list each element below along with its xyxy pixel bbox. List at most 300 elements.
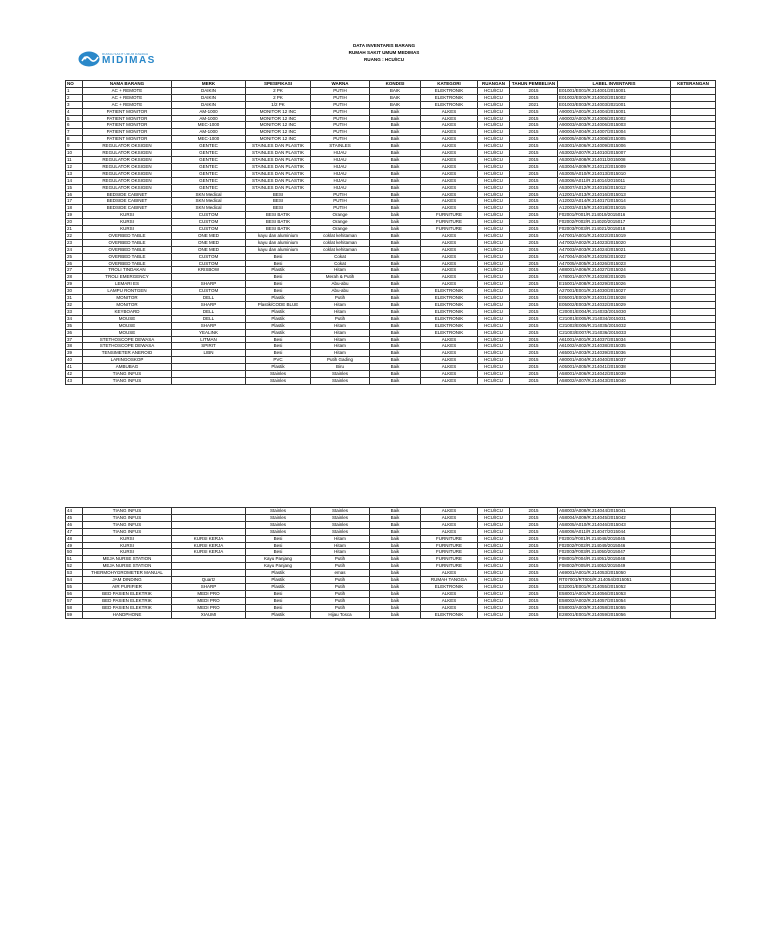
cell-spesifikasi: MONITOR 12 INC bbox=[246, 122, 311, 129]
cell-tahun: 2015 bbox=[510, 364, 558, 371]
cell-kategori: FURNITURE bbox=[421, 556, 478, 563]
table-row bbox=[66, 226, 716, 233]
cell-merk bbox=[172, 364, 246, 371]
cell-label: F02002/F002/R.214020/2015017 bbox=[558, 219, 671, 226]
cell-no: 57 bbox=[66, 597, 83, 604]
cell-merk: SHARP bbox=[172, 583, 246, 590]
cell-merk: GENTEC bbox=[172, 150, 246, 157]
cell-ruangan: HCU/ICU bbox=[478, 535, 510, 542]
cell-label: E28001/E001/R.214059/2015056 bbox=[558, 611, 671, 618]
cell-ruangan: HCU/ICU bbox=[478, 329, 510, 336]
cell-nama-barang: PATIENT MONITOR bbox=[83, 136, 172, 143]
table-row bbox=[66, 191, 716, 198]
cell-no: 49 bbox=[66, 542, 83, 549]
cell-warna: HIJAU bbox=[311, 184, 370, 191]
cell-label: F08002/F005/R.214052/2015049 bbox=[558, 563, 671, 570]
cell-kategori: FURNITURE bbox=[421, 226, 478, 233]
cell-tahun: 2015 bbox=[510, 577, 558, 584]
cell-ruangan: HCU/ICU bbox=[478, 371, 510, 378]
cell-kategori: ELEKTRONIK bbox=[421, 315, 478, 322]
column-header-keterangan: KETERANGAN bbox=[671, 81, 716, 88]
cell-warna: Hitam bbox=[311, 343, 370, 350]
cell-ruangan: HCU/ICU bbox=[478, 87, 510, 94]
cell-warna: Hitam bbox=[311, 329, 370, 336]
cell-spesifikasi: Besi bbox=[246, 535, 311, 542]
cell-keterangan bbox=[671, 371, 716, 378]
cell-kondisi: baik bbox=[370, 549, 421, 556]
table-row bbox=[66, 542, 716, 549]
cell-nama-barang: AC + REMOTE bbox=[83, 101, 172, 108]
cell-warna: STAINLES bbox=[311, 143, 370, 150]
cell-nama-barang: OVERBED TABLE bbox=[83, 239, 172, 246]
table-row bbox=[66, 508, 716, 515]
cell-merk: CUSTOM bbox=[172, 219, 246, 226]
cell-label: F02003/F003/R.214021/2015018 bbox=[558, 226, 671, 233]
cell-warna: Putih bbox=[311, 577, 370, 584]
table-row bbox=[66, 108, 716, 115]
cell-keterangan bbox=[671, 377, 716, 384]
cell-keterangan bbox=[671, 108, 716, 115]
cell-merk: CUSTOM bbox=[172, 260, 246, 267]
cell-ruangan: HCU/ICU bbox=[478, 212, 510, 219]
cell-warna: Hitam bbox=[311, 336, 370, 343]
cell-merk: SHARP bbox=[172, 302, 246, 309]
cell-warna: Putih bbox=[311, 556, 370, 563]
cell-spesifikasi: PVC bbox=[246, 357, 311, 364]
cell-no: 23 bbox=[66, 239, 83, 246]
cell-tahun: 2015 bbox=[510, 521, 558, 528]
cell-kategori: ALKES bbox=[421, 184, 478, 191]
cell-spesifikasi: Besi bbox=[246, 343, 311, 350]
cell-nama-barang: TIANG INFUS bbox=[83, 514, 172, 521]
cell-kondisi: Baik bbox=[370, 150, 421, 157]
table-row bbox=[66, 535, 716, 542]
cell-label: C20001/E004/R.214033/2015030 bbox=[558, 308, 671, 315]
cell-tahun: 2015 bbox=[510, 281, 558, 288]
cell-no: 45 bbox=[66, 514, 83, 521]
cell-tahun: 2015 bbox=[510, 150, 558, 157]
column-header-ruangan: RUANGAN bbox=[478, 81, 510, 88]
cell-merk: KURSI KERJA bbox=[172, 535, 246, 542]
cell-tahun: 2015 bbox=[510, 556, 558, 563]
cell-merk bbox=[172, 521, 246, 528]
cell-kategori: ELEKTRONIK bbox=[421, 94, 478, 101]
cell-tahun: 2015 bbox=[510, 143, 558, 150]
cell-spesifikasi: MONITOR 12 INC bbox=[246, 129, 311, 136]
cell-spesifikasi: Kayu Panjang bbox=[246, 563, 311, 570]
cell-kategori: ALKES bbox=[421, 136, 478, 143]
cell-label: A47005/A005/R.214026/2015023 bbox=[558, 260, 671, 267]
inventory-table-page-1 bbox=[65, 80, 716, 385]
title-line-1: DATA INVENTARIS BARANG bbox=[352, 43, 416, 48]
cell-no: 8 bbox=[66, 136, 83, 143]
cell-kategori: ALKES bbox=[421, 129, 478, 136]
cell-spesifikasi: STAINLES DAN PLASTIK bbox=[246, 163, 311, 170]
cell-merk: SKN Medical bbox=[172, 198, 246, 205]
cell-spesifikasi: Besi bbox=[246, 542, 311, 549]
cell-tahun: 2015 bbox=[510, 315, 558, 322]
cell-ruangan: HCU/ICU bbox=[478, 590, 510, 597]
cell-kategori: ALKES bbox=[421, 590, 478, 597]
cell-label: A58003/A008/R.214044/2015041 bbox=[558, 508, 671, 515]
cell-no: 56 bbox=[66, 590, 83, 597]
cell-merk: Quartz bbox=[172, 577, 246, 584]
cell-label: F02002/F002/R.214049/2015046 bbox=[558, 542, 671, 549]
cell-ruangan: HCU/ICU bbox=[478, 308, 510, 315]
table-row bbox=[66, 336, 716, 343]
column-header-label: LABEL INVENTARIS bbox=[558, 81, 671, 88]
cell-tahun: 2015 bbox=[510, 87, 558, 94]
cell-no: 48 bbox=[66, 535, 83, 542]
cell-kategori: ELEKTRONIK bbox=[421, 308, 478, 315]
cell-tahun: 2015 bbox=[510, 350, 558, 357]
cell-nama-barang: BEDSIDE CABINET bbox=[83, 191, 172, 198]
cell-ruangan: HCU/ICU bbox=[478, 108, 510, 115]
table-row bbox=[66, 302, 716, 309]
cell-nama-barang: HANDPHONE bbox=[83, 611, 172, 618]
cell-no: 51 bbox=[66, 556, 83, 563]
cell-kondisi: Baik bbox=[370, 260, 421, 267]
cell-spesifikasi: Kayu Panjang bbox=[246, 556, 311, 563]
cell-spesifikasi: Plastik bbox=[246, 267, 311, 274]
cell-merk: KURSI KERJA bbox=[172, 549, 246, 556]
cell-spesifikasi: Stainles bbox=[246, 371, 311, 378]
cell-spesifikasi: Besi bbox=[246, 274, 311, 281]
cell-ruangan: HCU/ICU bbox=[478, 281, 510, 288]
cell-nama-barang: TENSIMETER ANEROID bbox=[83, 350, 172, 357]
cell-keterangan bbox=[671, 226, 716, 233]
cell-tahun: 2015 bbox=[510, 108, 558, 115]
cell-no: 54 bbox=[66, 577, 83, 584]
cell-tahun: 2015 bbox=[510, 122, 558, 129]
cell-nama-barang: MOUSE bbox=[83, 329, 172, 336]
cell-spesifikasi: MONITOR 12 INC bbox=[246, 108, 311, 115]
cell-tahun: 2015 bbox=[510, 205, 558, 212]
cell-warna: HIJAU bbox=[311, 156, 370, 163]
cell-merk: MEC-1000 bbox=[172, 122, 246, 129]
cell-spesifikasi: 2 PK bbox=[246, 94, 311, 101]
cell-warna: PUTIH bbox=[311, 101, 370, 108]
cell-spesifikasi: Plastik bbox=[246, 611, 311, 618]
cell-no: 39 bbox=[66, 350, 83, 357]
cell-label: A47003/A003/R.214024/2015021 bbox=[558, 246, 671, 253]
cell-spesifikasi: BESI BATIK bbox=[246, 212, 311, 219]
table-row bbox=[66, 219, 716, 226]
cell-tahun: 2015 bbox=[510, 94, 558, 101]
cell-tahun: 2015 bbox=[510, 336, 558, 343]
cell-ruangan: HCU/ICU bbox=[478, 542, 510, 549]
cell-spesifikasi: Besi bbox=[246, 350, 311, 357]
cell-no: 58 bbox=[66, 604, 83, 611]
cell-tahun: 2015 bbox=[510, 597, 558, 604]
cell-spesifikasi: Plastik bbox=[246, 364, 311, 371]
cell-spesifikasi: MONITOR 12 INC bbox=[246, 136, 311, 143]
cell-merk: CUSTOM bbox=[172, 253, 246, 260]
cell-no: 4 bbox=[66, 108, 83, 115]
cell-kategori: FURNITURE bbox=[421, 219, 478, 226]
cell-merk: AM-1000 bbox=[172, 115, 246, 122]
cell-keterangan bbox=[671, 246, 716, 253]
cell-warna: HIJAU bbox=[311, 170, 370, 177]
cell-keterangan bbox=[671, 205, 716, 212]
cell-merk: SKN Medical bbox=[172, 205, 246, 212]
cell-merk: GENTEC bbox=[172, 143, 246, 150]
cell-ruangan: HCU/ICU bbox=[478, 226, 510, 233]
cell-spesifikasi: Plastik bbox=[246, 329, 311, 336]
cell-kondisi: Baik bbox=[370, 295, 421, 302]
cell-warna: coklat kehitaman bbox=[311, 232, 370, 239]
cell-no: 52 bbox=[66, 563, 83, 570]
cell-tahun: 2015 bbox=[510, 129, 558, 136]
cell-ruangan: HCU/ICU bbox=[478, 163, 510, 170]
table-row bbox=[66, 212, 716, 219]
cell-tahun: 2015 bbox=[510, 322, 558, 329]
cell-nama-barang: REGULATOR OKSIGEN bbox=[83, 150, 172, 157]
cell-ruangan: HCU/ICU bbox=[478, 343, 510, 350]
column-header-merk: MERK bbox=[172, 81, 246, 88]
cell-no: 7 bbox=[66, 129, 83, 136]
cell-label: A05001/A005/R.214041/2015038 bbox=[558, 364, 671, 371]
cell-merk: CUSTOM bbox=[172, 212, 246, 219]
column-header-warna: WARNA bbox=[311, 81, 370, 88]
cell-no: 17 bbox=[66, 198, 83, 205]
cell-no: 32 bbox=[66, 302, 83, 309]
cell-warna: Merah & Putih bbox=[311, 274, 370, 281]
cell-spesifikasi: STAINLES DAN PLASTIK bbox=[246, 156, 311, 163]
cell-tahun: 2015 bbox=[510, 604, 558, 611]
cell-kondisi: BAIK bbox=[370, 94, 421, 101]
cell-kondisi: baik bbox=[370, 535, 421, 542]
cell-warna: Hitam bbox=[311, 267, 370, 274]
cell-nama-barang: AMBUBAG bbox=[83, 364, 172, 371]
cell-label: A27001/E001/R.214030/2015027 bbox=[558, 288, 671, 295]
cell-warna: PUTIH bbox=[311, 87, 370, 94]
cell-label: RT07001/RT001/R.214054/2015051 bbox=[558, 577, 671, 584]
cell-kondisi: baik bbox=[370, 219, 421, 226]
cell-spesifikasi: kayu dan aluminium bbox=[246, 232, 311, 239]
cell-kondisi: Baik bbox=[370, 239, 421, 246]
cell-keterangan bbox=[671, 239, 716, 246]
cell-kondisi: Baik bbox=[370, 246, 421, 253]
cell-merk: CUSTOM bbox=[172, 288, 246, 295]
cell-warna: PUTIH bbox=[311, 115, 370, 122]
cell-tahun: 2015 bbox=[510, 274, 558, 281]
cell-kategori: ALKES bbox=[421, 514, 478, 521]
cell-ruangan: HCU/ICU bbox=[478, 122, 510, 129]
cell-nama-barang: KEYBOARD bbox=[83, 308, 172, 315]
cell-kondisi: Baik bbox=[370, 198, 421, 205]
cell-kategori: ALKES bbox=[421, 253, 478, 260]
cell-warna: Hitam bbox=[311, 308, 370, 315]
cell-kondisi: Baik bbox=[370, 267, 421, 274]
cell-tahun: 2015 bbox=[510, 611, 558, 618]
cell-no: 10 bbox=[66, 150, 83, 157]
cell-no: 18 bbox=[66, 205, 83, 212]
cell-warna: Putih bbox=[311, 563, 370, 570]
cell-ruangan: HCU/ICU bbox=[478, 170, 510, 177]
table-row bbox=[66, 136, 716, 143]
cell-no: 2 bbox=[66, 94, 83, 101]
cell-kondisi: baik bbox=[370, 604, 421, 611]
cell-warna: Putih bbox=[311, 583, 370, 590]
cell-keterangan bbox=[671, 521, 716, 528]
cell-kategori: RUMAH TANGGA bbox=[421, 577, 478, 584]
cell-kategori: ALKES bbox=[421, 604, 478, 611]
cell-merk: GENTEC bbox=[172, 177, 246, 184]
cell-ruangan: HCU/ICU bbox=[478, 156, 510, 163]
cell-spesifikasi: Stainles bbox=[246, 528, 311, 535]
cell-ruangan: HCU/ICU bbox=[478, 611, 510, 618]
table-row bbox=[66, 343, 716, 350]
table-row bbox=[66, 115, 716, 122]
cell-kondisi: Baik bbox=[370, 281, 421, 288]
cell-ruangan: HCU/ICU bbox=[478, 267, 510, 274]
cell-spesifikasi: Besi bbox=[246, 590, 311, 597]
cell-nama-barang: STETHOSCOPE DEWASA bbox=[83, 343, 172, 350]
title-line-2: RUMAH SAKIT UMUM MEDIMAS bbox=[348, 50, 420, 55]
cell-label: A12002/A014/R.214017/2015014 bbox=[558, 198, 671, 205]
cell-merk bbox=[172, 563, 246, 570]
cell-label: A61002/A002/R.214038/2015035 bbox=[558, 343, 671, 350]
cell-warna: Hitam bbox=[311, 549, 370, 556]
cell-ruangan: HCU/ICU bbox=[478, 521, 510, 528]
cell-kondisi: Baik bbox=[370, 156, 421, 163]
cell-tahun: 2015 bbox=[510, 329, 558, 336]
cell-kondisi: baik bbox=[370, 556, 421, 563]
cell-no: 47 bbox=[66, 528, 83, 535]
cell-nama-barang: LARINGOSKOP bbox=[83, 357, 172, 364]
cell-ruangan: HCU/ICU bbox=[478, 288, 510, 295]
cell-tahun: 2015 bbox=[510, 198, 558, 205]
cell-kondisi: Baik bbox=[370, 343, 421, 350]
cell-nama-barang: REGULATOR OKSIGEN bbox=[83, 184, 172, 191]
cell-kategori: FURNITURE bbox=[421, 563, 478, 570]
cell-kategori: ELEKTRONIK bbox=[421, 583, 478, 590]
cell-kondisi: Baik bbox=[370, 371, 421, 378]
cell-nama-barang: PATIENT MONITOR bbox=[83, 108, 172, 115]
cell-nama-barang: TIANG INFUS bbox=[83, 528, 172, 535]
cell-kondisi: Baik bbox=[370, 108, 421, 115]
cell-tahun: 2015 bbox=[510, 590, 558, 597]
cell-tahun: 2015 bbox=[510, 295, 558, 302]
cell-kategori: FURNITURE bbox=[421, 212, 478, 219]
cell-ruangan: HCU/ICU bbox=[478, 177, 510, 184]
cell-label: F08001/F004/R.214051/2015048 bbox=[558, 556, 671, 563]
cell-no: 46 bbox=[66, 521, 83, 528]
cell-nama-barang: REGULATOR OKSIGEN bbox=[83, 177, 172, 184]
table-row bbox=[66, 288, 716, 295]
cell-spesifikasi: Plastik bbox=[246, 577, 311, 584]
cell-tahun: 2015 bbox=[510, 232, 558, 239]
cell-tahun: 2015 bbox=[510, 184, 558, 191]
cell-kategori: ELEKTRONIK bbox=[421, 322, 478, 329]
cell-merk: DELL bbox=[172, 308, 246, 315]
cell-label: C21003/E007/R.214036/2015033 bbox=[558, 329, 671, 336]
cell-merk: LIBN bbox=[172, 350, 246, 357]
cell-kondisi: Baik bbox=[370, 232, 421, 239]
cell-kondisi: Baik bbox=[370, 205, 421, 212]
cell-keterangan bbox=[671, 184, 716, 191]
cell-tahun: 2015 bbox=[510, 163, 558, 170]
cell-spesifikasi: STAINLES DAN PLASTIK bbox=[246, 177, 311, 184]
document-heading bbox=[0, 42, 768, 63]
cell-warna: Cokat bbox=[311, 260, 370, 267]
cell-warna: PUTIH bbox=[311, 122, 370, 129]
cell-nama-barang: BEDSIDE CABINET bbox=[83, 205, 172, 212]
cell-keterangan bbox=[671, 156, 716, 163]
cell-no: 14 bbox=[66, 177, 83, 184]
table-row bbox=[66, 281, 716, 288]
cell-kondisi: Baik bbox=[370, 377, 421, 384]
cell-warna: Putih bbox=[311, 604, 370, 611]
cell-merk: MEC-1000 bbox=[172, 136, 246, 143]
table-row bbox=[66, 528, 716, 535]
cell-kondisi: Baik bbox=[370, 521, 421, 528]
cell-label: A12003/A015/R.214018/2015015 bbox=[558, 205, 671, 212]
cell-warna: HIJAU bbox=[311, 150, 370, 157]
cell-kategori: ALKES bbox=[421, 108, 478, 115]
cell-keterangan bbox=[671, 232, 716, 239]
cell-warna: Hitam bbox=[311, 535, 370, 542]
cell-kondisi: baik bbox=[370, 542, 421, 549]
cell-warna: PUTIH bbox=[311, 191, 370, 198]
cell-spesifikasi: Stainles bbox=[246, 514, 311, 521]
cell-label: A65001/A003/R.214039/2015036 bbox=[558, 350, 671, 357]
cell-keterangan bbox=[671, 163, 716, 170]
cell-keterangan bbox=[671, 611, 716, 618]
table-row bbox=[66, 260, 716, 267]
cell-spesifikasi: Plastik bbox=[246, 308, 311, 315]
table-row bbox=[66, 274, 716, 281]
cell-no: 43 bbox=[66, 377, 83, 384]
cell-merk: CUSTOM bbox=[172, 226, 246, 233]
cell-keterangan bbox=[671, 583, 716, 590]
cell-merk: MEDI PRO bbox=[172, 604, 246, 611]
cell-keterangan bbox=[671, 267, 716, 274]
logo-brand: MIDIMAS bbox=[102, 54, 156, 66]
cell-merk: KRISBOW bbox=[172, 267, 246, 274]
cell-kategori: ALKES bbox=[421, 521, 478, 528]
table-row bbox=[66, 315, 716, 322]
cell-nama-barang: BED PASIEN ELEKTRIK bbox=[83, 597, 172, 604]
cell-label: A88001/A006/R.214027/2015024 bbox=[558, 267, 671, 274]
cell-label: A90005/A005/R.214008/2015005 bbox=[558, 136, 671, 143]
cell-merk bbox=[172, 528, 246, 535]
cell-no: 59 bbox=[66, 611, 83, 618]
cell-ruangan: HCU/ICU bbox=[478, 136, 510, 143]
cell-kondisi: Baik bbox=[370, 357, 421, 364]
cell-kategori: ALKES bbox=[421, 170, 478, 177]
table-row bbox=[66, 129, 716, 136]
cell-no: 31 bbox=[66, 295, 83, 302]
cell-warna: Orange bbox=[311, 212, 370, 219]
cell-kondisi: baik bbox=[370, 597, 421, 604]
cell-nama-barang: TIANG INFUS bbox=[83, 371, 172, 378]
cell-no: 50 bbox=[66, 549, 83, 556]
cell-nama-barang: MEJA NURSE STATION bbox=[83, 556, 172, 563]
cell-kategori: ALKES bbox=[421, 198, 478, 205]
cell-ruangan: HCU/ICU bbox=[478, 198, 510, 205]
cell-tahun: 2015 bbox=[510, 226, 558, 233]
cell-merk: AM-1000 bbox=[172, 129, 246, 136]
cell-nama-barang: LEMARI ES bbox=[83, 281, 172, 288]
cell-keterangan bbox=[671, 198, 716, 205]
cell-spesifikasi: Plastik/CODE BLUE bbox=[246, 302, 311, 309]
cell-keterangan bbox=[671, 274, 716, 281]
cell-nama-barang: AC + REMOTE bbox=[83, 94, 172, 101]
cell-label: A90002/A002/R.214005/2015002 bbox=[558, 115, 671, 122]
cell-keterangan bbox=[671, 597, 716, 604]
